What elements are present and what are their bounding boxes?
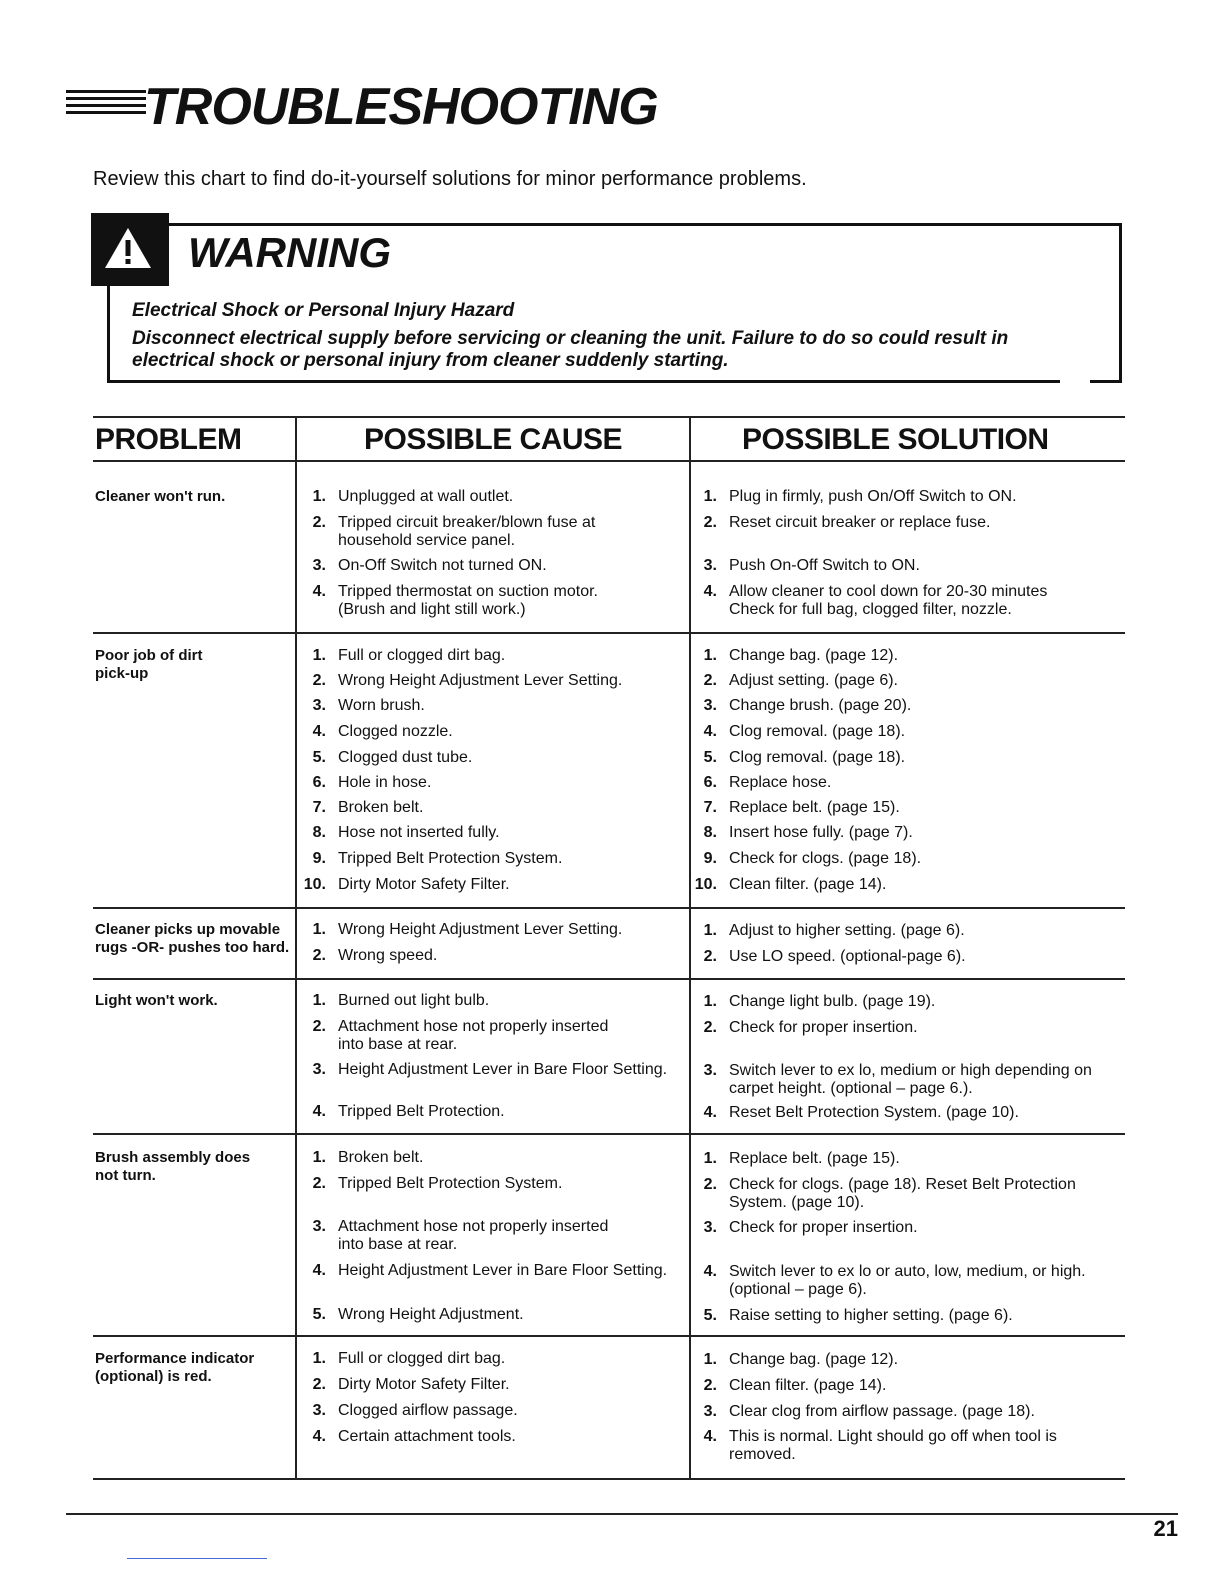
- row-divider: [93, 1335, 1125, 1337]
- page-number: 21: [1153, 1516, 1178, 1541]
- intro-text: Review this chart to find do-it-yourself solutions for minor performance problems.: [93, 168, 807, 190]
- warning-triangle-icon: [103, 225, 153, 271]
- warning-heading: WARNING: [188, 229, 391, 276]
- table-top-rule: [93, 416, 1125, 418]
- title-bars-decoration: [66, 90, 146, 118]
- footer-rule: [66, 1513, 1178, 1515]
- problem-cell: Poor job of dirt pick-up: [95, 647, 203, 682]
- table-bottom-rule: [93, 1478, 1125, 1480]
- header-problem: PROBLEM: [95, 423, 242, 456]
- warning-hazard: Electrical Shock or Personal Injury Hazard: [132, 300, 515, 321]
- problem-cell: Cleaner won't run.: [95, 488, 226, 505]
- page-title: [66, 72, 666, 142]
- problem-cell: Brush assembly does not turn.: [95, 1149, 251, 1184]
- scan-artifact-line: [127, 1558, 267, 1559]
- title-text: TROUBLESHOOTING: [144, 78, 658, 136]
- header-possible-solution: POSSIBLE SOLUTION: [742, 423, 1049, 456]
- column-divider-1: [295, 416, 297, 1480]
- problem-cell: Light won't work.: [95, 992, 218, 1009]
- header-possible-cause: POSSIBLE CAUSE: [364, 423, 623, 456]
- header-rule: [93, 460, 1125, 462]
- row-divider: [93, 632, 1125, 634]
- column-divider-2: [689, 416, 691, 1480]
- problem-cell: Performance indicator (optional) is red.: [95, 1350, 255, 1385]
- row-divider: [93, 1133, 1125, 1135]
- warning-icon-box: [91, 213, 169, 286]
- problem-cell: Cleaner picks up movable rugs -OR- pushes too hard.: [95, 921, 290, 956]
- row-divider: [93, 907, 1125, 909]
- warning-body: Disconnect electrical supply before servicing or cleaning the unit. Failure to do so could result in electrical shock or personal injury from cleaner suddenly starting.: [132, 328, 1009, 371]
- row-divider: [93, 978, 1125, 980]
